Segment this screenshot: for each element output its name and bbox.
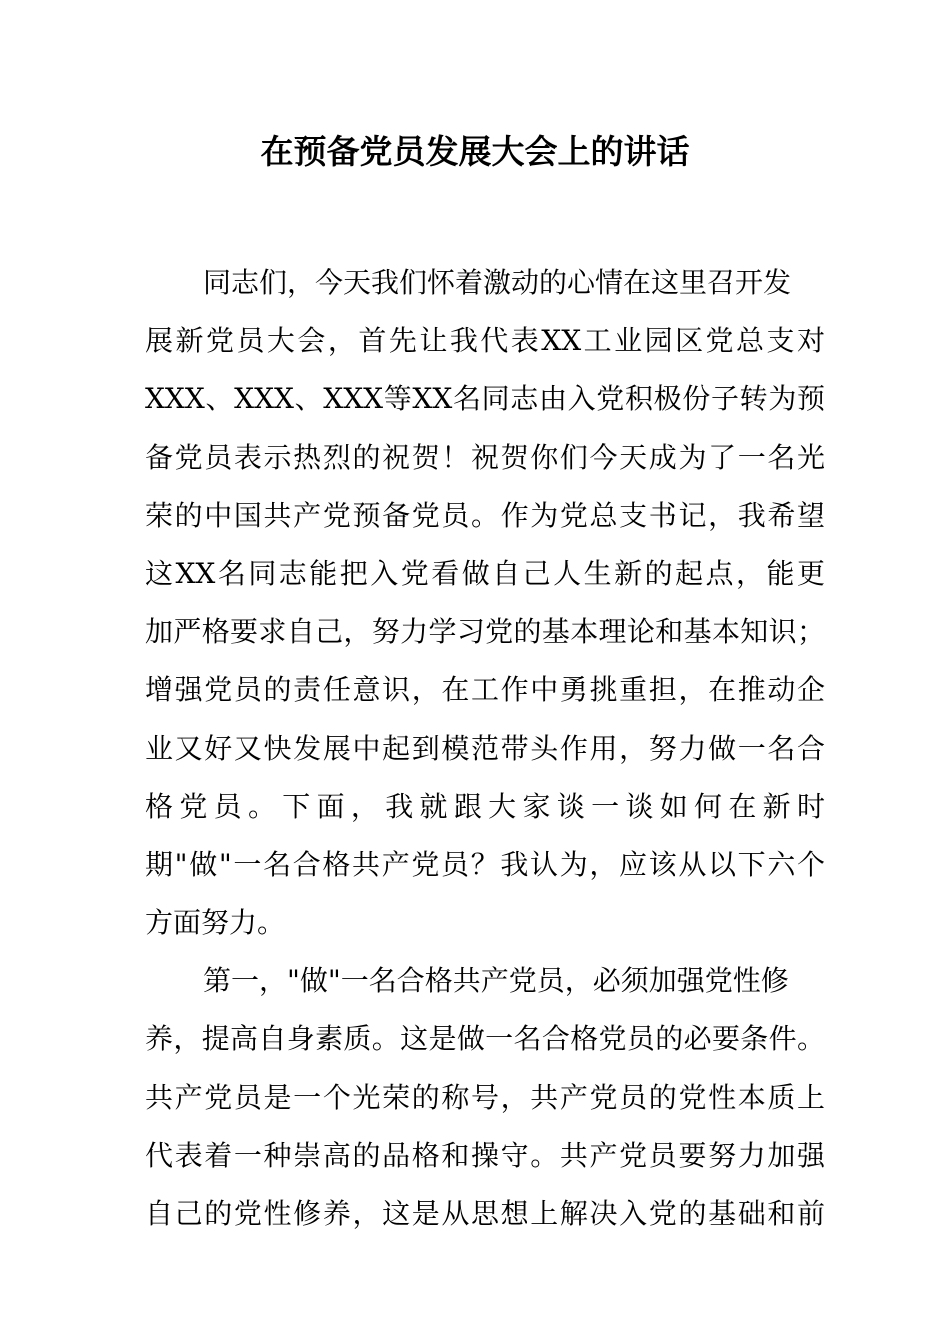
paragraph-line: 展新党员大会，首先让我代表XX工业园区党总支对: [145, 324, 825, 358]
paragraph-line: 加严格要求自己，努力学习党的基本理论和基本知识；: [145, 615, 825, 649]
paragraph-line: 备党员表示热烈的祝贺！祝贺你们今天成为了一名光: [145, 440, 825, 474]
paragraph-line: 方面努力。: [145, 906, 286, 940]
document-title: 在预备党员发展大会上的讲话: [260, 132, 690, 171]
paragraph-line: 格党员。下面，我就跟大家谈一谈如何在新时: [145, 789, 825, 823]
paragraph-line: 业又好又快发展中起到模范带头作用，努力做一名合: [145, 731, 825, 765]
paragraph-line: 养，提高自身素质。这是做一名合格党员的必要条件。: [145, 1022, 825, 1056]
paragraph-line: 共产党员是一个光荣的称号，共产党员的党性本质上: [145, 1080, 825, 1114]
paragraph-line: 自己的党性修养，这是从思想上解决入党的基础和前: [145, 1197, 825, 1230]
paragraph-line: XXX、XXX、XXX等XX名同志由入党积极份子转为预: [145, 382, 825, 416]
document-body: [145, 254, 825, 1243]
paragraph-line: 期"做"一名合格共产党员？我认为，应该从以下六个: [145, 847, 825, 881]
paragraph-line: 这XX名同志能把入党看做自己人生新的起点，能更: [145, 556, 825, 590]
paragraph-line: 荣的中国共产党预备党员。作为党总支书记，我希望: [145, 498, 825, 532]
paragraph-line: 第一，"做"一名合格共产党员，必须加强党性修: [203, 964, 789, 998]
paragraph-line: 同志们，今天我们怀着激动的心情在这里召开发: [203, 266, 792, 299]
paragraph-line: 增强党员的责任意识，在工作中勇挑重担，在推动企: [145, 673, 825, 707]
paragraph-line: 代表着一种崇高的品格和操守。共产党员要努力加强: [145, 1138, 825, 1172]
